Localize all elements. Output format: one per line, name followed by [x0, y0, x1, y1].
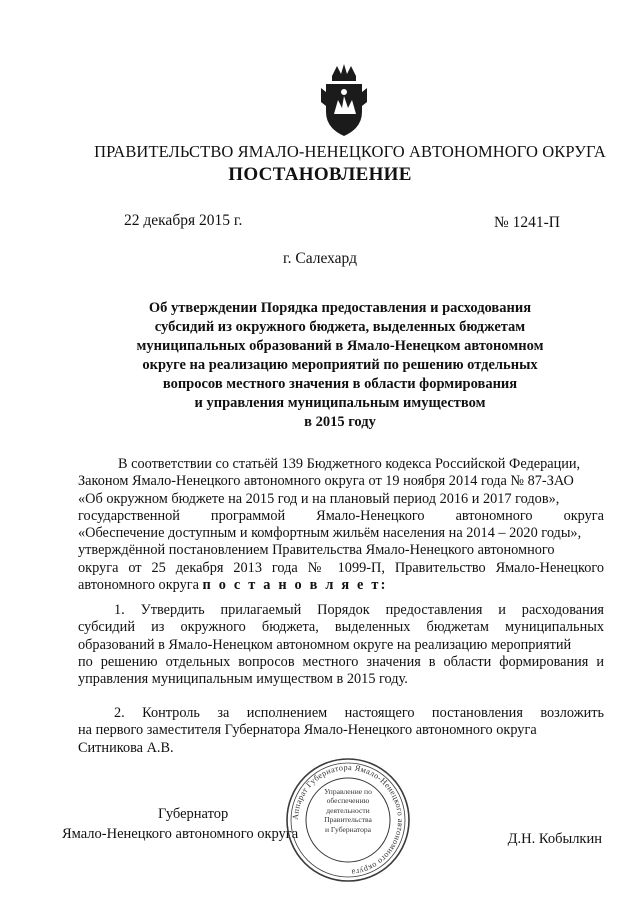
signer-position-line-1: Губернатор: [158, 806, 229, 822]
title-line: субсидий из окружного бюджета, выделенных бюджетам: [154, 319, 526, 335]
title-line: и управления муниципальным имуществом: [194, 395, 486, 411]
preamble-last-line: [78, 577, 604, 594]
organization-name: ПРАВИТЕЛЬСТВО ЯМАЛО-НЕНЕЦКОГО АВТОНОМНОГО ОКРУГА: [94, 142, 606, 161]
item-1-line: образований в Ямало-Ненецком автономном округе на реализацию мероприятий: [78, 636, 572, 653]
item-1-line: субсидий из окружного бюджета, выделенных бюджетам муниципальных: [78, 619, 604, 636]
item-2-line: на первого заместителя Губернатора Ямало-Ненецкого автономного округа: [78, 722, 537, 739]
title-line: муниципальных образований в Ямало-Ненецком автономном: [136, 338, 544, 354]
preamble-line: округа от 25 декабря 2013 года № 1099-П, Правительство Ямало-Ненецкого: [78, 559, 604, 576]
item-1-paragraph: [78, 602, 604, 688]
preamble-line: государственной программой Ямало-Ненецкого автономного округа: [78, 507, 604, 524]
stamp-center-line: деятельности: [326, 805, 370, 815]
title-line: в 2015 году: [304, 414, 376, 430]
preamble-line: Законом Ямало-Ненецкого автономного округа от 19 ноября 2014 года № 87-ЗАО: [78, 473, 574, 490]
stamp-center-text: [310, 787, 386, 834]
title-line: Об утверждении Порядка предоставления и расходования: [148, 300, 532, 316]
preamble-line-prefix: автономного округа: [78, 577, 203, 594]
coat-of-arms-icon: [318, 62, 370, 140]
title-line: округе на реализацию мероприятий по решению отдельных: [142, 357, 538, 373]
preamble-paragraph: [78, 456, 604, 594]
item-1-line: по решению отдельных вопросов местного значения в области формирования и: [78, 653, 604, 670]
item-2-paragraph: [78, 705, 604, 757]
stamp-ring-text: Аппарат Губернатора Ямало-Ненецкого автономного округа: [290, 762, 406, 877]
preamble-line: «Об окружном бюджете на 2015 год и на плановый период 2016 и 2017 годов»,: [78, 490, 560, 507]
document-number: № 1241-П: [493, 214, 560, 231]
item-1-line: управления муниципальным имуществом в 2015 году.: [78, 671, 408, 688]
document-date: 22 декабря 2015 г.: [124, 212, 243, 229]
preamble-line: утверждённой постановлением Правительства Ямало-Ненецкого автономного: [78, 542, 555, 559]
preamble-line: В соответствии со статьёй 139 Бюджетного кодекса Российской Федерации,: [118, 456, 581, 472]
decree-word: п о с т а н о в л я е т:: [202, 577, 388, 594]
stamp-center-line: обеспечению: [326, 796, 370, 806]
item-2-line: 2. Контроль за исполнением настоящего постановления возложить: [114, 705, 604, 721]
item-1-line: 1. Утвердить прилагаемый Порядок предоставления и расходования: [114, 602, 604, 618]
stamp-center-line: и Губернатора: [324, 824, 372, 834]
item-2-line: Ситникова А.В.: [78, 739, 174, 756]
signer-position-line-2: Ямало-Ненецкого автономного округа: [62, 826, 299, 842]
city-name: г. Салехард: [283, 250, 357, 267]
document-title: [120, 299, 560, 432]
title-line: вопросов местного значения в области формирования: [162, 376, 518, 392]
preamble-line: «Обеспечение доступным и комфортным жильём населения на 2014 – 2020 годы»,: [78, 525, 582, 542]
document-type: ПОСТАНОВЛЕНИЕ: [228, 164, 412, 185]
stamp-center-line: Правительства: [324, 815, 372, 825]
signer-name: Д.Н. Кобылкин: [507, 831, 602, 847]
stamp-center-line: Управление по: [324, 787, 372, 796]
